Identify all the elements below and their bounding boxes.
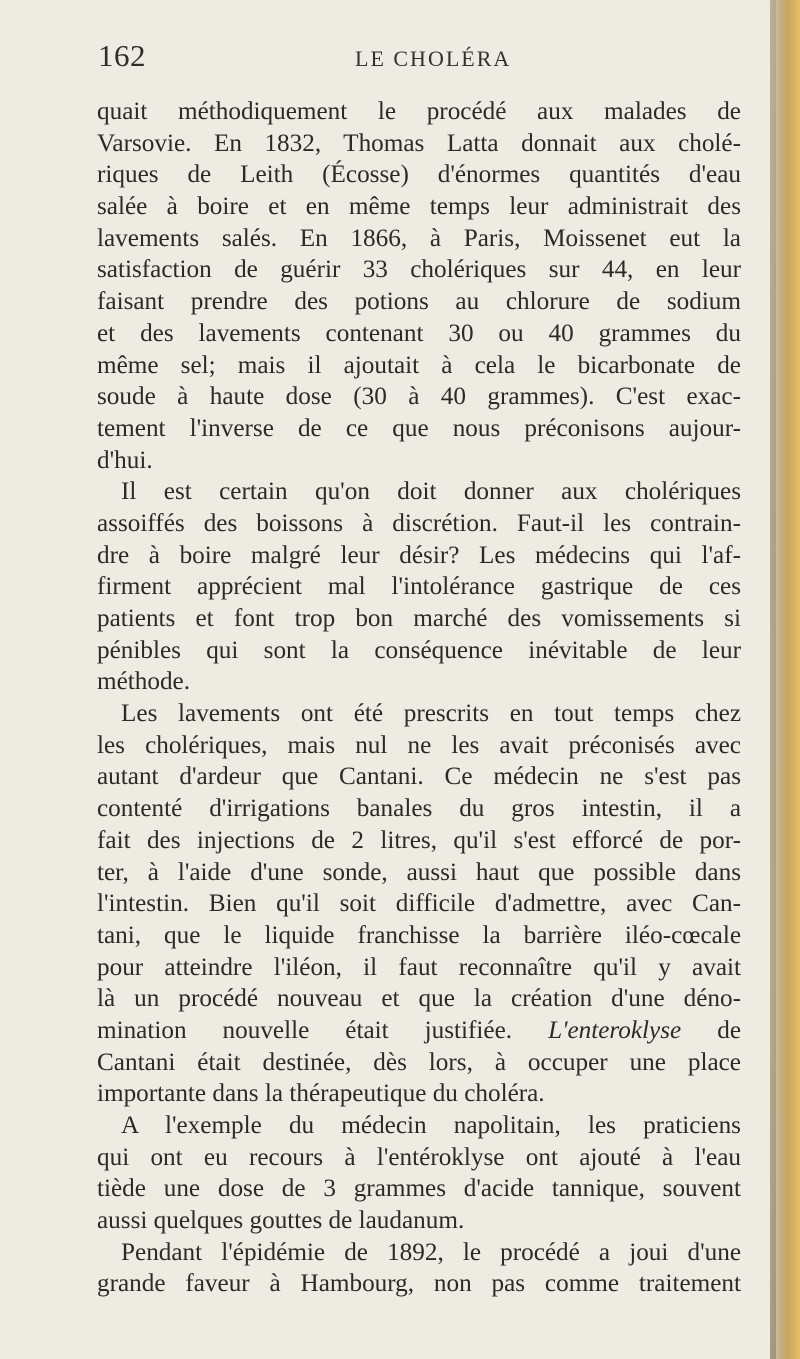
page-number: 162 [98, 38, 146, 73]
text-line: dre à boire malgré leur désir? Les médecins qui l'af- [97, 541, 741, 569]
page-header [98, 30, 738, 82]
text-segment: mination nouvelle était justifiée. [97, 1016, 549, 1044]
text-line: aussi quelques gouttes de laudanum. [97, 1207, 465, 1235]
body-text [97, 96, 741, 1300]
text-line: satisfaction de guérir 33 cholériques sur 44, en leur [97, 256, 741, 284]
text-line: pénibles qui sont la conséquence inévitable de leur [97, 636, 741, 664]
text-line: riques de Leith (Écosse) d'énormes quantités d'eau [97, 161, 741, 189]
text-segment: de [681, 1016, 741, 1044]
text-line-mixed [97, 1015, 741, 1047]
text-line: contenté d'irrigations banales du gros intestin, il a [97, 795, 741, 823]
text-line: tani, que le liquide franchisse la barrière iléo-cœcale [97, 921, 741, 949]
text-line: patients et font trop bon marché des vomissements si [97, 605, 741, 632]
text-line: grande faveur à Hambourg, non pas comme traitement [97, 1270, 741, 1298]
text-line: quait méthodiquement le procédé aux malades de [97, 98, 741, 125]
text-line: là un procédé nouveau et que la création d'une déno- [97, 985, 741, 1013]
paragraph [97, 476, 741, 698]
paragraph [97, 698, 741, 1110]
text-line: Il est certain qu'on doit donner aux cholériques [121, 478, 741, 506]
text-line: assoiffés des boissons à discrétion. Faut-il les contrain- [97, 509, 741, 537]
text-line: soude à haute dose (30 à 40 grammes). C'est exac- [97, 383, 741, 411]
text-line: Pendant l'épidémie de 1892, le procédé a joui d'une [121, 1238, 741, 1266]
text-line: Varsovie. En 1832, Thomas Latta donnait aux cholé- [97, 129, 741, 157]
text-line: l'intestin. Bien qu'il soit difficile d'admettre, avec Can- [97, 890, 741, 918]
text-line: lavements salés. En 1866, à Paris, Moissenet eut la [97, 224, 741, 252]
text-line: pour atteindre l'iléon, il faut reconnaître qu'il y avait [97, 953, 741, 981]
running-head: LE CHOLÉRA [355, 46, 512, 71]
text-line: importante dans la thérapeutique du choléra. [97, 1080, 545, 1108]
text-line: ter, à l'aide d'une sonde, aussi haut que possible dans [97, 858, 741, 886]
text-line: les cholériques, mais nul ne les avait préconisés avec [97, 731, 741, 759]
paragraph [97, 96, 741, 476]
text-line: Les lavements ont été prescrits en tout temps chez [121, 700, 741, 728]
paragraph [97, 1237, 741, 1300]
text-line: qui ont eu recours à l'entéroklyse ont ajouté à l'eau [97, 1143, 741, 1171]
text-line: autant d'ardeur que Cantani. Ce médecin ne s'est pas [97, 763, 741, 791]
text-line: faisant prendre des potions au chlorure de sodium [97, 288, 741, 316]
paragraph [97, 1110, 741, 1237]
page-edge [770, 0, 800, 1359]
text-line: même sel; mais il ajoutait à cela le bicarbonate de [97, 351, 741, 379]
text-line: méthode. [97, 668, 191, 696]
text-line: tement l'inverse de ce que nous préconisons aujour- [97, 414, 741, 442]
text-line: fait des injections de 2 litres, qu'il s'est efforcé de por- [97, 826, 741, 854]
italic-term: L'enteroklyse [548, 1016, 682, 1044]
text-line: A l'exemple du médecin napolitain, les praticiens [121, 1112, 741, 1139]
text-line: firment apprécient mal l'intolérance gastrique de ces [97, 573, 741, 601]
text-line: et des lavements contenant 30 ou 40 grammes du [97, 319, 741, 347]
text-line: salée à boire et en même temps leur administrait des [97, 193, 741, 221]
text-line: tiède une dose de 3 grammes d'acide tannique, souvent [97, 1175, 741, 1203]
text-line: d'hui. [97, 446, 153, 474]
text-line: Cantani était destinée, dès lors, à occuper une place [97, 1048, 741, 1076]
